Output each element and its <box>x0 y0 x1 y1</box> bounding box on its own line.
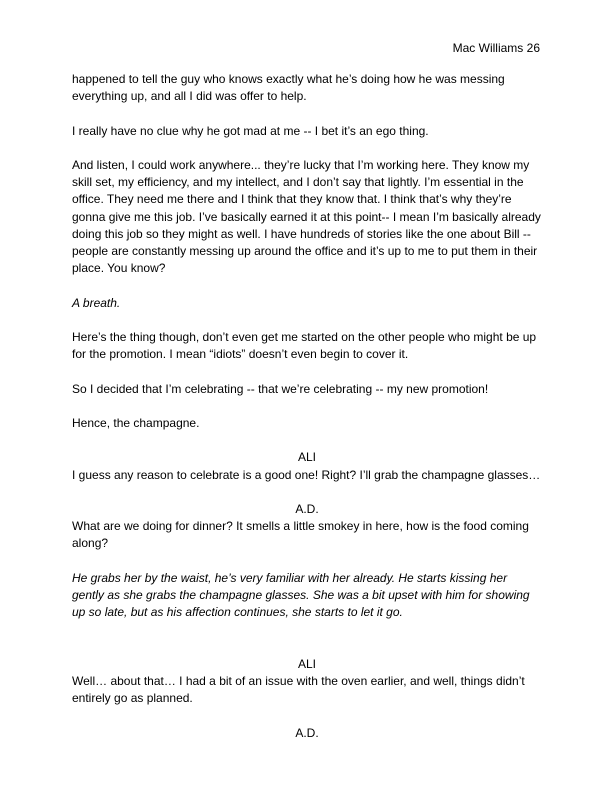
monologue-paragraph: And listen, I could work anywhere... they’re lucky that I’m working here. They know my skill set, my efficiency, and my intellect, and I don’t say that lightly. I’m essential in the office. They need me there and I think that they know that. I think that’s why they’re gonna give me this job. I’ve basically earned it at this point-- I mean I’m basically already doing this job so they might as well. I have hundreds of stories like the one about Bill -- people are constantly messing up around the office and it’s up to me to put them in their place. You know? <box>72 157 541 276</box>
stage-direction: A breath. <box>72 295 121 310</box>
script-body <box>72 71 542 742</box>
monologue-paragraph: Hence, the champagne. <box>72 415 200 430</box>
monologue-paragraph: I really have no clue why he got mad at me -- I bet it’s an ego thing. <box>72 123 429 138</box>
spacer <box>72 639 542 656</box>
character-name-ad: A.D. <box>295 501 319 516</box>
dialogue-ali: I guess any reason to celebrate is a good one! Right? I’ll grab the champagne glasses… <box>72 467 541 482</box>
character-name-ali: ALI <box>297 450 316 465</box>
stage-direction: He grabs her by the waist, he’s very familiar with her already. He starts kissing her gently as she grabs the champagne glasses. She was a bit upset with him for showing up so late, but as his affection continues, she starts to let it go. <box>72 570 530 620</box>
character-name-ad: A.D. <box>295 725 319 740</box>
dialogue-ali: Well… about that… I had a bit of an issue with the oven earlier, and well, things didn’t entirely go as planned. <box>72 673 525 706</box>
dialogue-ad: What are we doing for dinner? It smells a little smokey in here, how is the food coming along? <box>72 519 529 551</box>
character-name-ali: ALI <box>297 656 316 671</box>
monologue-paragraph: happened to tell the guy who knows exactly what he’s doing how he was messing everything up, and all I did was offer to help. <box>72 72 505 104</box>
monologue-paragraph: So I decided that I’m celebrating -- that we’re celebrating -- my new promotion! <box>72 381 489 396</box>
page-header: Mac Williams 26 <box>452 41 540 55</box>
monologue-paragraph: Here’s the thing though, don’t even get me started on the other people who might be up for the promotion. I mean “idiots” doesn’t even begin to cover it. <box>72 329 537 362</box>
